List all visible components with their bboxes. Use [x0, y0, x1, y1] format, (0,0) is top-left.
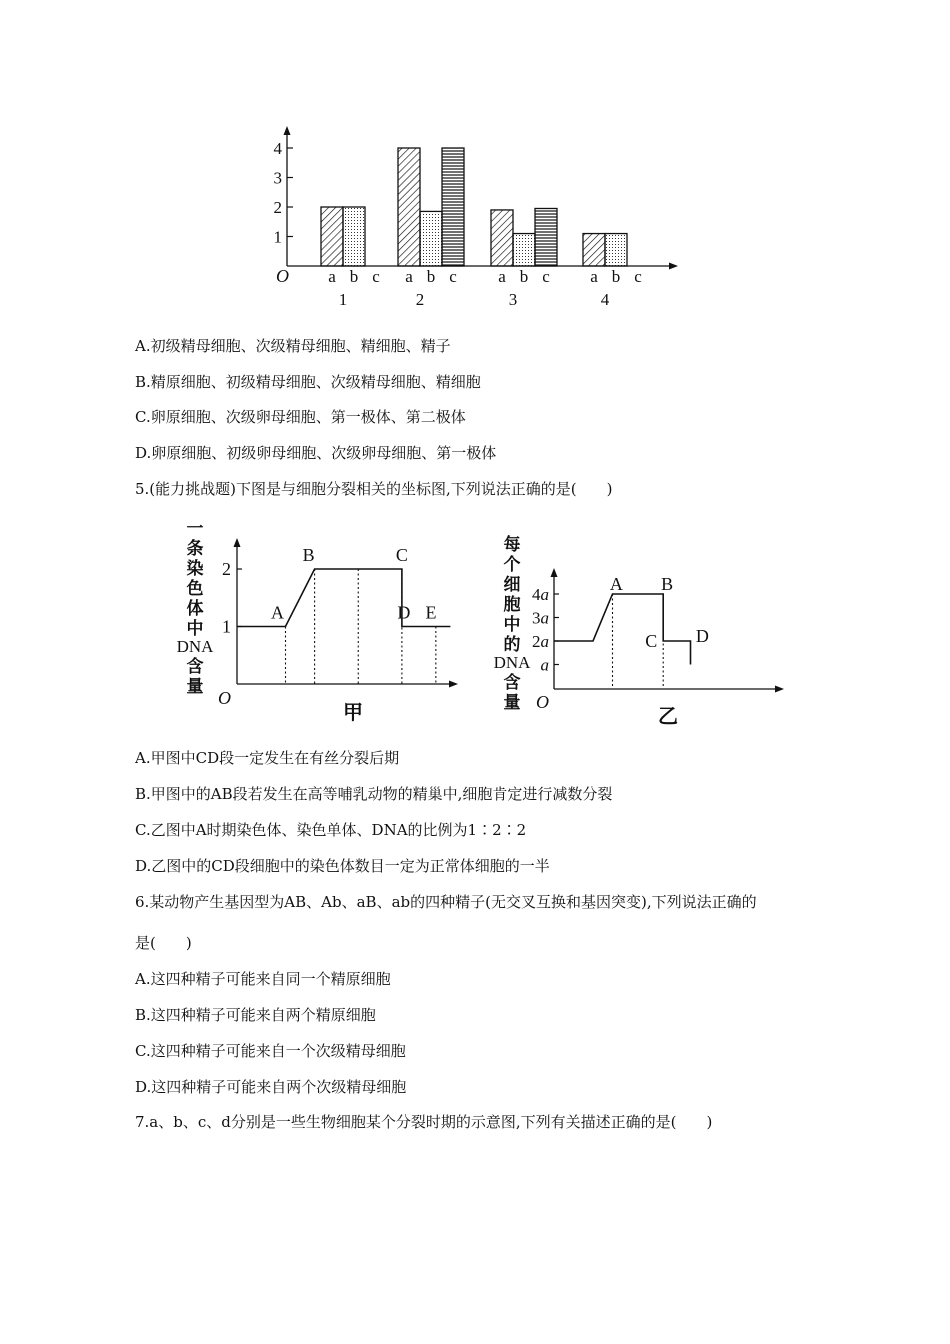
svg-text:中: 中 — [503, 615, 521, 635]
q6-stem-line1: 6.某动物产生基因型为AB、Ab、aB、ab的四种精子(无交叉互换和基因突变),下列说法正确的 — [135, 893, 757, 911]
svg-text:每: 每 — [503, 535, 521, 555]
q7-stem: 7.a、b、c、d分别是一些生物细胞某个分裂时期的示意图,下列有关描述正确的是( ) — [135, 1113, 713, 1131]
bar-label: c — [372, 267, 380, 286]
group-label: 1 — [338, 290, 348, 309]
bar-label: a — [405, 267, 413, 286]
bar-group1-b — [343, 207, 365, 266]
y-tick-label: 4 — [273, 139, 282, 158]
svg-text:染: 染 — [186, 559, 204, 579]
y-tick-label: 1 — [273, 227, 282, 247]
bar-label: a — [590, 267, 598, 286]
jia-point-label: A — [271, 602, 284, 623]
yi-y-tick-label: 4a — [532, 585, 549, 604]
jia-y-tick-label: 2 — [222, 559, 231, 579]
q6-option-b: B.这四种精子可能来自两个精原细胞 — [135, 1006, 376, 1024]
jia-title: 甲 — [343, 702, 363, 724]
bar-chart — [260, 120, 700, 315]
q6-option-d: D.这四种精子可能来自两个次级精母细胞 — [135, 1078, 407, 1096]
yi-y-tick-label: 2a — [532, 632, 549, 651]
bar-group3-c — [535, 208, 557, 266]
yi-point-label: C — [645, 631, 658, 651]
svg-text:体: 体 — [186, 599, 204, 619]
chart-jia — [160, 512, 470, 727]
jia-y-axis-arrow — [234, 538, 241, 547]
q6-option-c: C.这四种精子可能来自一个次级精母细胞 — [135, 1042, 406, 1060]
yi-point-label: D — [695, 626, 709, 646]
q6-stem-line2: 是( ) — [135, 934, 192, 952]
bar-group3-b — [513, 234, 535, 266]
svg-text:含: 含 — [503, 673, 521, 693]
jia-point-label: C — [395, 545, 408, 565]
bar-group3-a — [491, 210, 513, 266]
bar-label: b — [611, 267, 621, 286]
q5-option-a: A.甲图中CD段一定发生在有丝分裂后期 — [135, 749, 400, 767]
svg-text:量: 量 — [186, 677, 204, 697]
yi-y-tick-label: a — [540, 655, 549, 675]
yi-point-label: A — [609, 574, 623, 594]
jia-origin: O — [218, 688, 231, 708]
x-axis-arrow — [669, 263, 678, 270]
bar-group2-c — [442, 148, 464, 266]
origin-label: O — [276, 266, 289, 286]
jia-point-label: D — [397, 602, 411, 623]
svg-text:胞: 胞 — [503, 595, 521, 615]
svg-text:的: 的 — [503, 635, 521, 655]
bar-group2-a — [398, 148, 420, 266]
bar-group4-a — [583, 234, 605, 266]
svg-text:DNA: DNA — [176, 637, 214, 656]
q4-option-a: A.初级精母细胞、次级精母细胞、精细胞、精子 — [135, 337, 451, 355]
jia-x-axis-arrow — [449, 681, 458, 688]
bar-label: c — [634, 267, 642, 286]
yi-origin: O — [536, 692, 549, 712]
group-label: 2 — [415, 290, 425, 309]
q6-option-a: A.这四种精子可能来自同一个精原细胞 — [135, 970, 391, 988]
bar-label: b — [519, 267, 529, 286]
q5-option-c: C.乙图中A时期染色体、染色单体、DNA的比例为1∶2∶2 — [135, 821, 527, 839]
yi-point-label: B — [661, 574, 674, 594]
q5-option-b: B.甲图中的AB段若发生在高等哺乳动物的精巢中,细胞肯定进行减数分裂 — [135, 785, 613, 803]
bar-group4-b — [605, 234, 627, 266]
q4-option-b: B.精原细胞、初级精母细胞、次级精母细胞、精细胞 — [135, 373, 481, 391]
yi-title: 乙 — [658, 706, 678, 728]
bar-group2-b — [420, 211, 442, 266]
svg-text:个: 个 — [503, 555, 521, 575]
jia-y-tick-label: 1 — [222, 616, 231, 637]
svg-text:色: 色 — [186, 579, 204, 599]
bar-label: b — [426, 267, 436, 286]
svg-text:细: 细 — [503, 575, 521, 595]
bar-label: a — [498, 267, 506, 286]
yi-y-axis-arrow — [551, 568, 558, 577]
chart-yi — [480, 530, 800, 730]
bar-label: c — [449, 267, 457, 286]
group-label: 4 — [600, 290, 610, 309]
q4-option-c: C.卵原细胞、次级卵母细胞、第一极体、第二极体 — [135, 408, 466, 426]
bar-label: a — [328, 267, 336, 286]
jia-ylabel — [177, 519, 215, 697]
svg-text:条: 条 — [186, 539, 204, 559]
svg-text:中: 中 — [186, 619, 204, 639]
bar-label: c — [542, 267, 550, 286]
jia-point-label: B — [302, 545, 315, 565]
yi-y-tick-label: 3a — [532, 608, 549, 628]
yi-x-axis-arrow — [775, 686, 784, 693]
bar-group1-a — [321, 207, 343, 266]
q5-option-d: D.乙图中的CD段细胞中的染色体数目一定为正常体细胞的一半 — [135, 857, 550, 875]
q4-option-d: D.卵原细胞、初级卵母细胞、次级卵母细胞、第一极体 — [135, 444, 497, 462]
y-axis-arrow — [284, 126, 291, 135]
q5-stem: 5.(能力挑战题)下图是与细胞分裂相关的坐标图,下列说法正确的是( ) — [135, 480, 613, 498]
svg-text:量: 量 — [503, 693, 521, 713]
jia-point-label: E — [425, 602, 437, 623]
svg-text:含: 含 — [186, 657, 204, 677]
group-label: 3 — [508, 290, 518, 309]
yi-ylabel — [494, 534, 532, 713]
svg-text:DNA: DNA — [493, 653, 531, 672]
jia-line — [237, 569, 450, 627]
yi-line — [554, 594, 691, 665]
svg-text:一: 一 — [186, 519, 204, 539]
bar-label: b — [349, 267, 359, 286]
y-tick-label: 3 — [273, 168, 282, 188]
y-tick-label: 2 — [273, 198, 282, 217]
